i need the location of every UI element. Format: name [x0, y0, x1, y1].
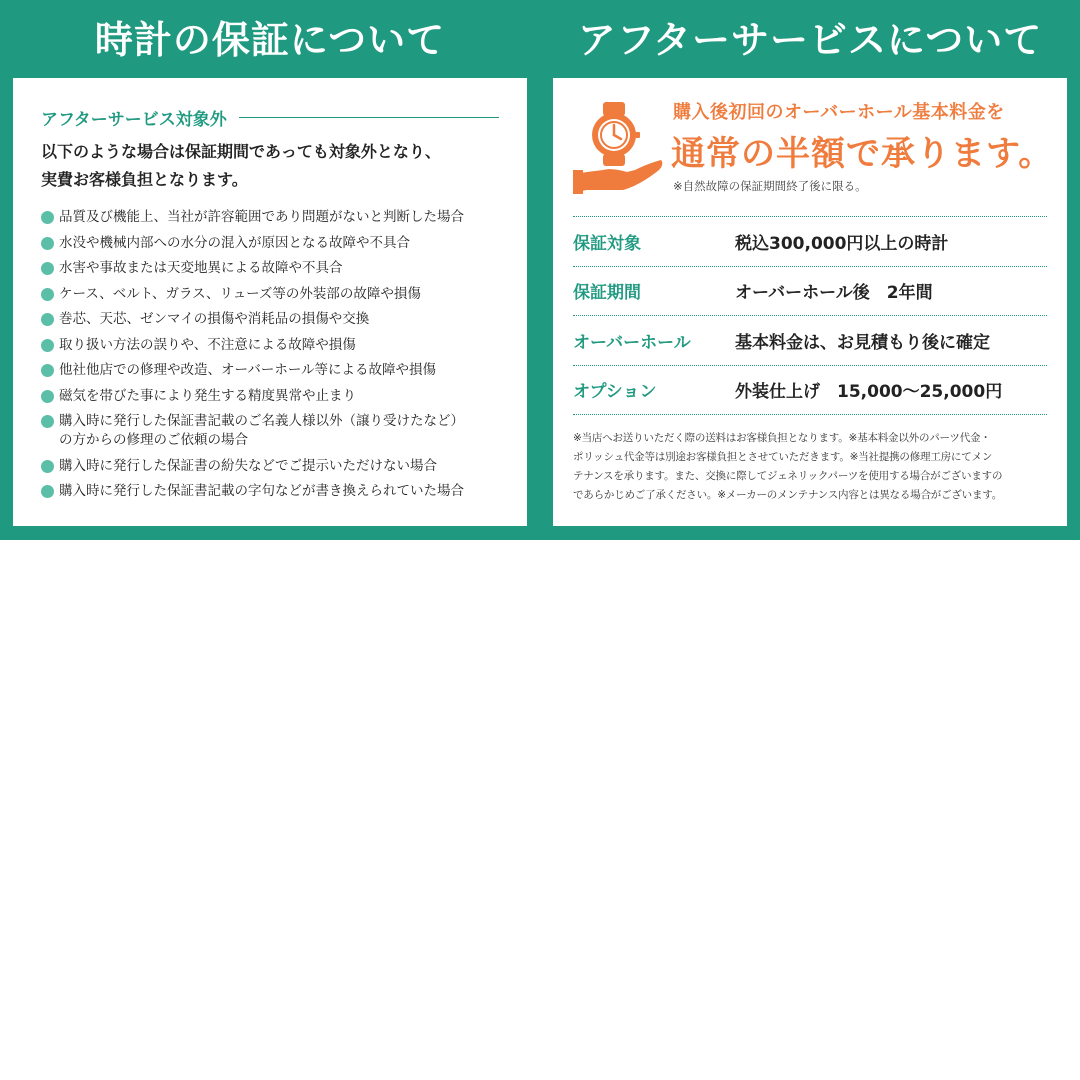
list-item	[41, 234, 499, 253]
list-item-text: 巻芯、天芯、ゼンマイの損傷や消耗品の損傷や交換	[59, 311, 370, 327]
list-item-text: 磁気を帯びた事により発生する精度異常や止まり	[59, 387, 356, 404]
footnote	[573, 429, 1047, 505]
table-row	[573, 217, 1047, 267]
list-item	[41, 412, 499, 450]
footnote-line: ※当店へお送りいただく際の送料はお客様負担となります。※基本料金以外のパーツ代金・	[573, 432, 991, 444]
after-service-title: アフターサービスについて	[577, 18, 1043, 62]
list-item-text: ケース、ベルト、ガラス、リューズ等の外装部の故障や損傷	[59, 285, 421, 302]
footnote-line: ポリッシュ代金等は別途お客様負担とさせていただきます。※当社提携の修理工房にてメン	[573, 451, 993, 463]
table-row	[573, 366, 1047, 416]
dot-icon	[41, 211, 54, 224]
exclusion-list	[41, 208, 499, 501]
section-header	[41, 104, 499, 130]
dot-icon	[41, 415, 54, 428]
hero-line-1: 購入後初回のオーバーホール基本料金を	[673, 102, 1005, 123]
row-label: 保証期間	[573, 283, 641, 304]
list-item	[41, 361, 499, 380]
footnote-line: であらかじめご了承ください。※メーカーのメンテナンス内容とは異なる場合がございます。	[573, 489, 1003, 501]
after-service-card	[553, 78, 1067, 526]
row-value: オーバーホール後 2年間	[735, 283, 933, 304]
dot-icon	[41, 364, 54, 377]
intro-line: 実費お客様負担となります。	[41, 170, 248, 189]
intro-line: 以下のような場合は保証期間であっても対象外となり、	[41, 142, 441, 161]
dot-icon	[41, 237, 54, 250]
list-item	[41, 310, 499, 329]
dot-icon	[41, 262, 54, 275]
spec-table	[573, 216, 1047, 415]
list-item-text: 水害や事故または天変地異による故障や不具合	[59, 260, 343, 276]
intro-text	[41, 138, 499, 194]
row-label: 保証対象	[573, 233, 641, 254]
hero-block	[573, 96, 1054, 216]
list-item	[41, 259, 499, 278]
row-label: オーバーホール	[573, 332, 691, 353]
list-item-text: の方からの修理のご依頼の場合	[59, 432, 248, 448]
dot-icon	[41, 339, 54, 352]
list-item-text: 他社他店での修理や改造、オーバーホール等による故障や損傷	[59, 362, 437, 378]
dot-icon	[41, 460, 54, 473]
list-item-text: 購入時に発行した保証書記載の字句などが書き換えられていた場合	[59, 483, 464, 499]
row-value: 基本料金は、お見積もり後に確定	[735, 332, 990, 353]
list-item-text: 購入時に発行した保証書の紛失などでご提示いただけない場合	[59, 457, 437, 474]
dot-icon	[41, 390, 54, 403]
list-item	[41, 387, 499, 406]
dot-icon	[41, 485, 54, 498]
list-item-text: 購入時に発行した保証書記載のご名義人様以外（譲り受けたなど）	[59, 413, 464, 429]
section-rule	[239, 117, 499, 118]
dot-icon	[41, 313, 54, 326]
table-row	[573, 316, 1047, 366]
list-item	[41, 285, 499, 304]
watch-on-hand-icon	[573, 100, 665, 196]
table-row	[573, 267, 1047, 317]
warranty-title: 時計の保証について	[94, 18, 446, 62]
hero-line-2: 通常の半額で承ります。	[671, 134, 1054, 174]
row-value: 税込300,000円以上の時計	[735, 233, 949, 254]
list-item	[41, 457, 499, 476]
section-title: アフターサービス対象外	[41, 109, 227, 130]
hero-note: ※自然故障の保証期間終了後に限る。	[673, 179, 867, 193]
dot-icon	[41, 288, 54, 301]
footnote-line: テナンスを承ります。また、交換に際してジェネリックパーツを使用する場合がございますの	[573, 470, 1003, 482]
list-item-text: 水没や機械内部への水分の混入が原因となる故障や不具合	[59, 234, 410, 251]
list-item-text: 取り扱い方法の誤りや、不注意による故障や損傷	[59, 336, 356, 353]
list-item-text: 品質及び機能上、当社が許容範囲であり問題がないと判断した場合	[59, 209, 464, 225]
list-item	[41, 482, 499, 501]
exclusions-card	[13, 78, 527, 526]
list-item	[41, 208, 499, 227]
row-label: オプション	[573, 382, 657, 403]
row-value: 外装仕上げ 15,000〜25,000円	[735, 382, 1003, 403]
list-item	[41, 336, 499, 355]
